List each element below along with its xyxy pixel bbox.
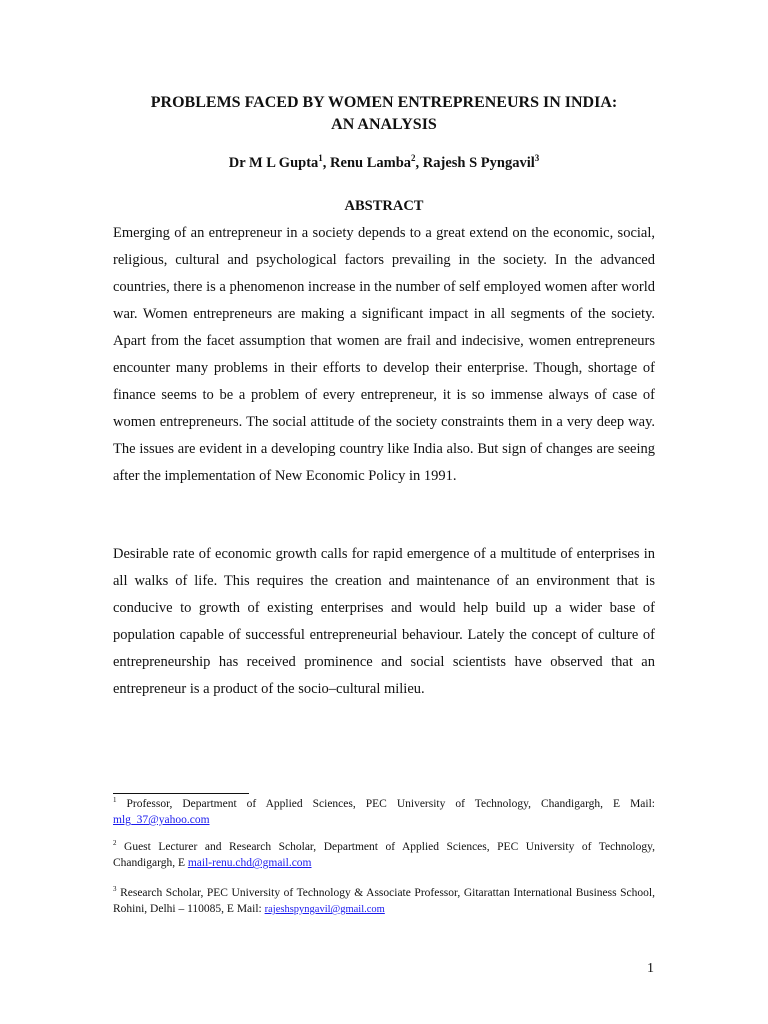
email-link[interactable]: mlg_37@yahoo.com <box>113 814 210 826</box>
page-number: 1 <box>647 961 654 976</box>
abstract-paragraph: Emerging of an entrepreneur in a society depends to a great extend on the economic, social, religious, cultural and psychological factors prevailing in the society. In the advanced countries, there is a phenomenon increase in the number of self employed women after world war. Women entrepreneurs are making a significant impact in all segments of the society. Apart from the facet assumption that women are frail and indecisive, women entrepreneurs encounter many problems in their efforts to develop their enterprise. Though, shortage of finance seems to be a problem of every entrepreneur, it is so immense always of case of women entrepreneurs. The social attitude of the society constraints them in a very deep way. The issues are evident in a developing country like India also. But sign of changes are seeing after the implementation of New Economic Policy in 1991. <box>113 225 655 484</box>
author-affiliation-mark: 2 <box>411 153 416 164</box>
author-affiliation-mark: 1 <box>318 153 323 164</box>
author-name: Dr M L Gupta <box>228 155 319 171</box>
footnote <box>113 839 655 871</box>
paper-title <box>100 92 668 136</box>
footnote-mark: 2 <box>113 839 117 848</box>
footnote-text: Professor, Department of Applied Sciences, PEC University of Technology, Chandigargh, E Mail: <box>116 798 655 810</box>
author-affiliation-mark: 3 <box>534 153 540 164</box>
title-line-1: PROBLEMS FACED BY WOMEN ENTREPRENEURS IN INDIA: <box>150 94 618 111</box>
abstract-heading: ABSTRACT <box>344 198 424 214</box>
footnote-text: Research Scholar, PEC University of Technology & Associate Professor, Gitarattan International Business School, Rohini, Delhi – 110085, E Mail: <box>113 887 655 915</box>
author-name: Renu Lamba <box>330 155 412 171</box>
author-separator: , <box>322 155 331 171</box>
author-list <box>100 153 668 173</box>
email-link[interactable]: rajeshspyngavil@gmail.com <box>264 904 385 915</box>
email-link[interactable]: mail-renu.chd@gmail.com <box>187 857 312 869</box>
footnote <box>113 885 655 918</box>
title-line-2: AN ANALYSIS <box>331 116 437 133</box>
footnote-mark: 1 <box>113 796 117 805</box>
author-name: Rajesh S Pyngavil <box>422 155 535 171</box>
footnote-separator <box>113 793 249 794</box>
author-separator: , <box>415 155 423 171</box>
footnote-mark: 3 <box>113 885 117 894</box>
footnote <box>113 796 655 828</box>
footnote-text: Guest Lecturer and Research Scholar, Department of Applied Sciences, PEC University of Technology, Chandigargh, E <box>113 841 655 869</box>
abstract-paragraph: Desirable rate of economic growth calls for rapid emergence of a multitude of enterprises in all walks of life. This requires the creation and maintenance of an environment that is conducive to growth of existing enterprises and would help build up a wider base of population capable of successful entrepreneurial behaviour. Lately the concept of culture of entrepreneurship has received prominence and social scientists have observed that an entrepreneur is a product of the socio–cultural milieu. <box>113 546 655 697</box>
